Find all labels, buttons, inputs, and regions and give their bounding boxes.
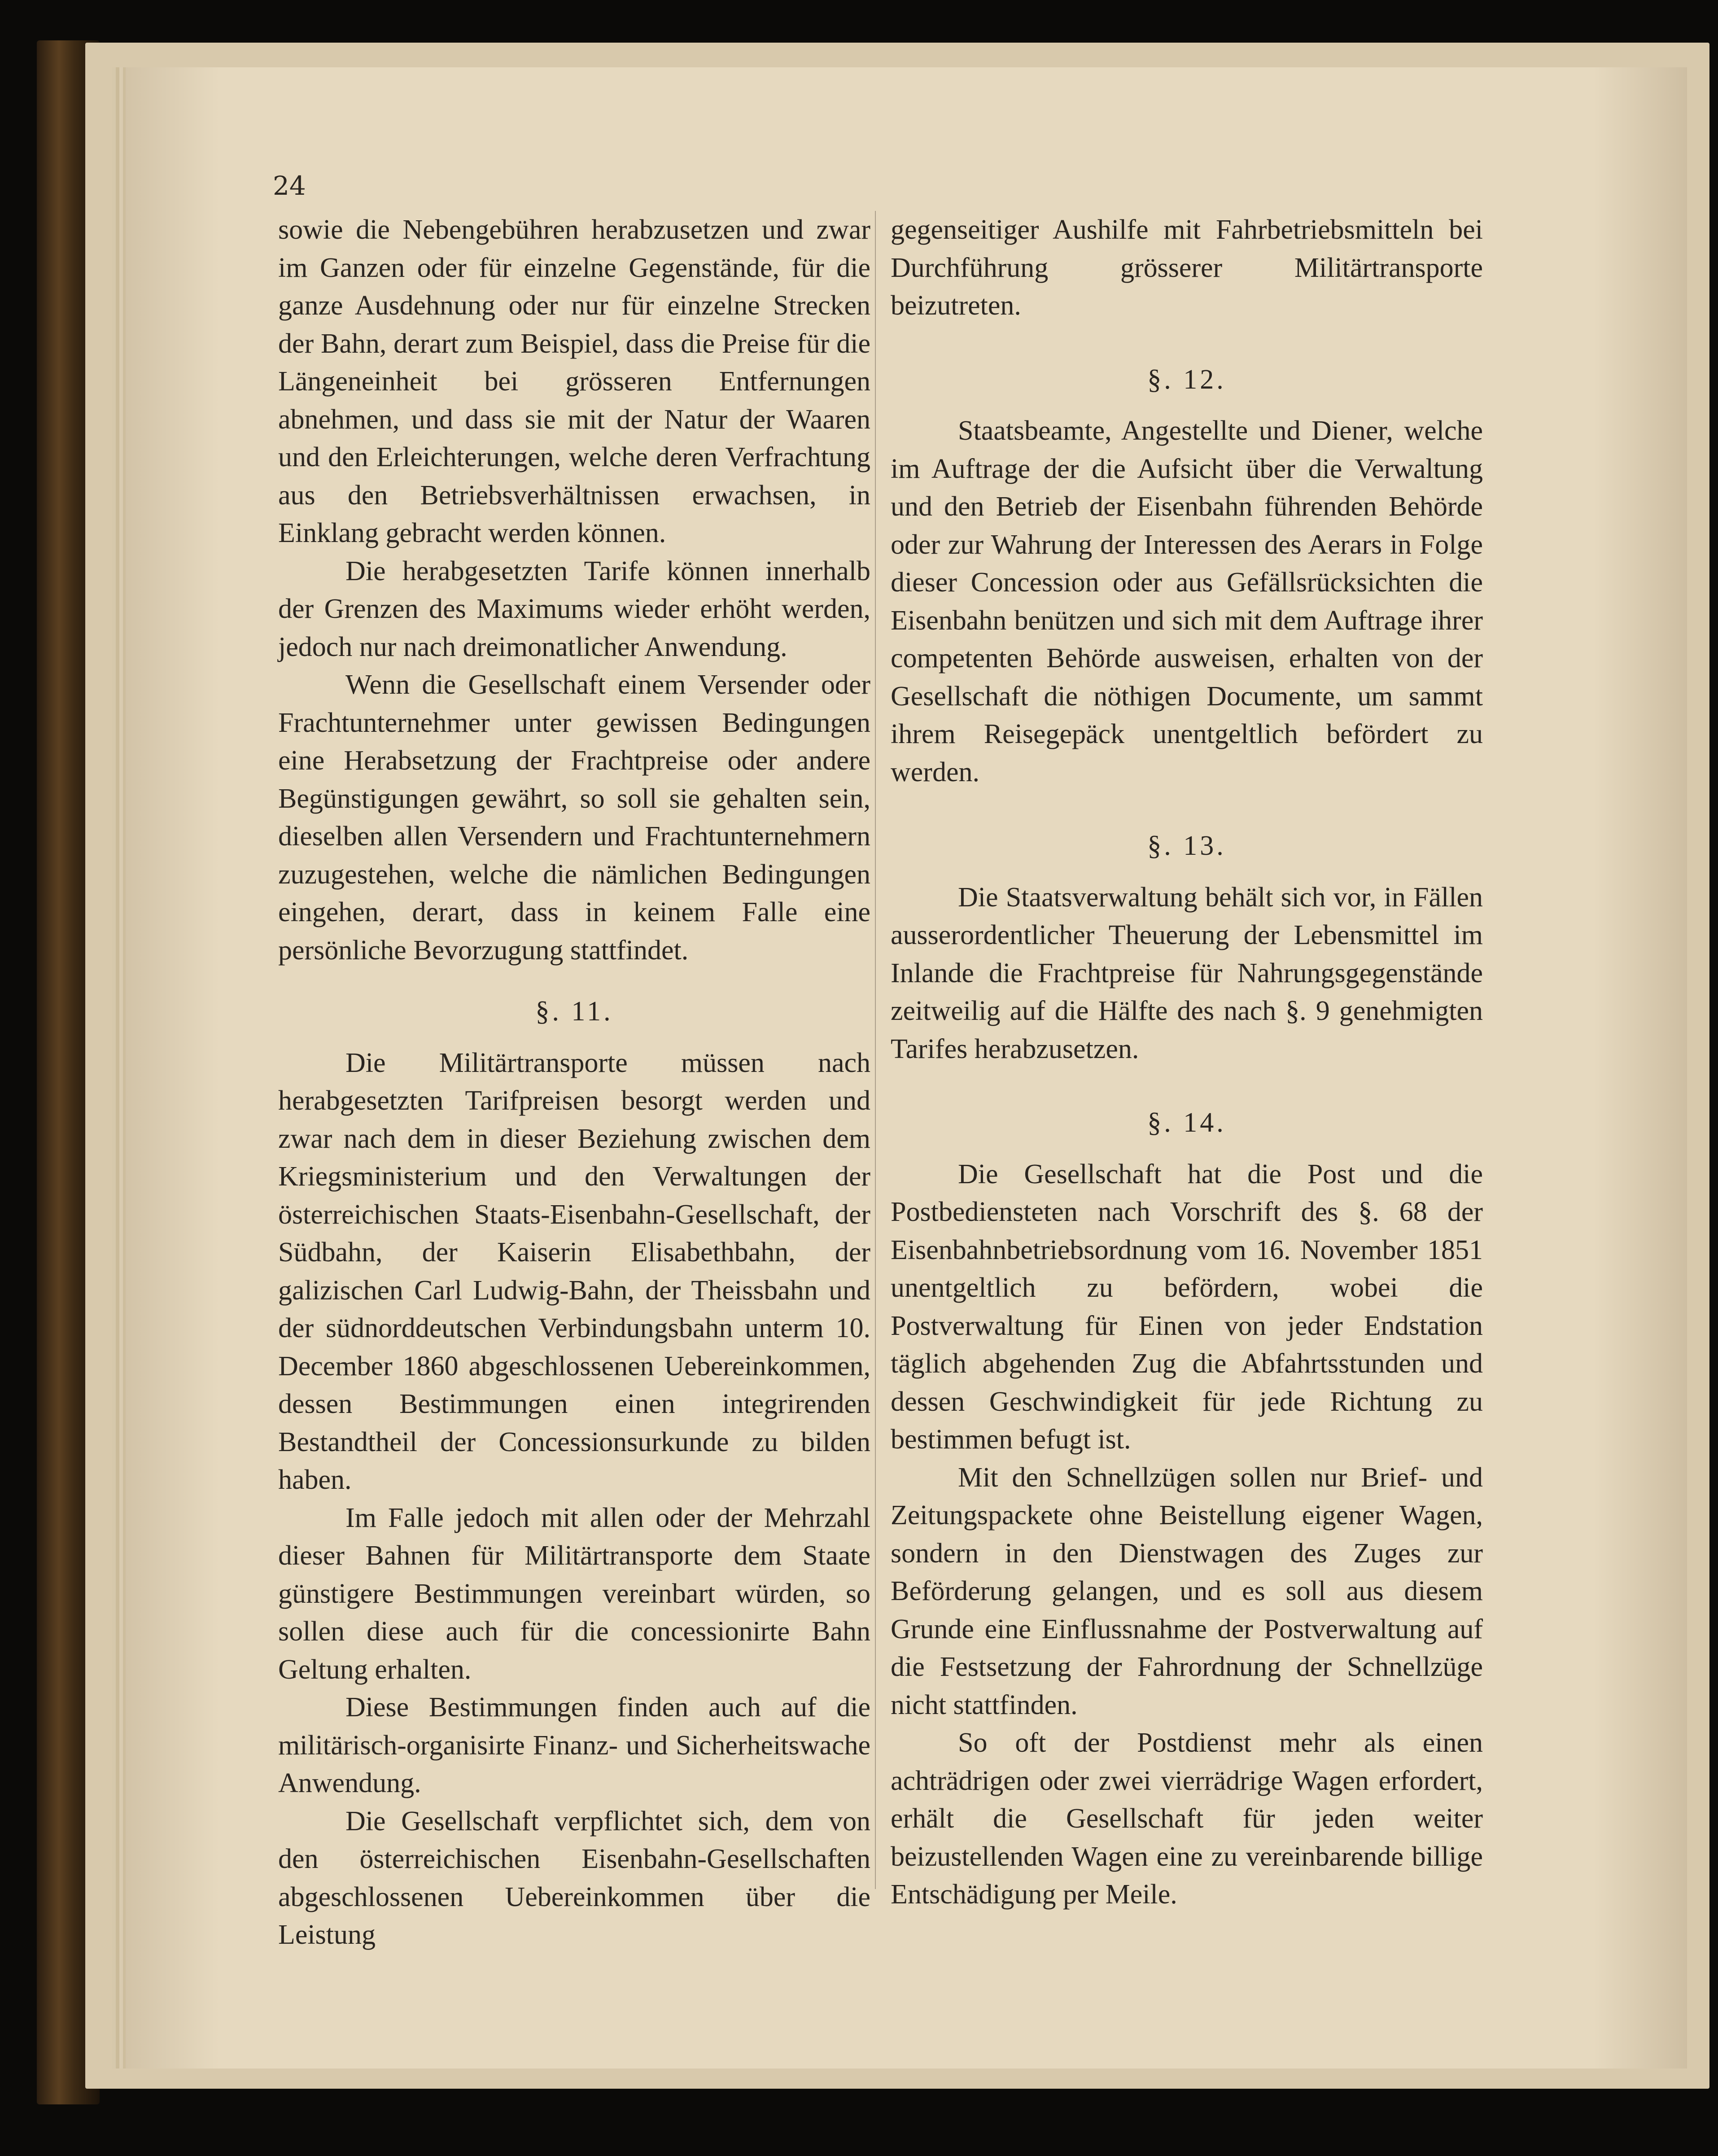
paragraph: Staatsbeamte, Angestellte und Diener, welche im Auftrage der die Aufsicht über die Verwaltung und den Betrieb der Eisenbahn führenden Behörde oder zur Wahrung der Interessen des Aerars in Folge dieser Concession oder aus Gefällsrücksichten die Eisenbahn benützen und sich mit dem Auftrage ihrer competenten Behörde ausweisen, erhalten von der Gesellschaft die nöthigen Documente, um sammt ihrem Reisegepäck unentgeltlich befördert zu werden. [891,415,1483,787]
paragraph: Die Gesellschaft hat die Post und die Postbediensteten nach Vorschrift des §. 68 der Eisenbahnbetriebsordnung vom 16. November 1851 unentgeltlich zu befördern, wobei die Postverwaltung für Einen von jeder Endstation täglich abgehenden Zug die Abfahrtsstunden und dessen Geschwindigkeit für jede Richtung zu bestimmen befugt ist. [891,1159,1483,1455]
right-column [891,211,1483,1914]
paragraph: Wenn die Gesellschaft einem Versender oder Frachtunternehmer unter gewissen Bedingungen eine Herabsetzung der Frachtpreise oder andere Begünstigungen gewährt, so soll sie gehalten sein, dieselben allen Versendern und Frachtunternehmern zuzugestehen, welche die nämlichen Bedingungen eingehen, derart, dass in keinem Falle eine persönliche Bevorzugung stattfindet. [278,669,870,966]
paragraph: Mit den Schnellzügen sollen nur Brief- und Zeitungspackete ohne Beistellung eigener Wagen, sondern in den Dienstwagen des Zuges zur Beförderung gelangen, und es soll aus diesem Grunde eine Einflussnahme der Postverwaltung auf die Festsetzung der Fahrordnung der Schnellzüge nicht stattfinden. [891,1462,1483,1720]
paragraph: So oft der Postdienst mehr als einen achträdrigen oder zwei vierrädrige Wagen erfordert, erhält die Gesellschaft für jeden weiter beizustellenden Wagen eine zu vereinbarende billige Entschädigung per Meile. [891,1727,1483,1910]
paragraph: Die herabgesetzten Tarife können innerhalb der Grenzen des Maximums wieder erhöht werden, jedoch nur nach dreimonatlicher Anwendung. [278,555,870,662]
paragraph: Die Militärtransporte müssen nach herabgesetzten Tarifpreisen besorgt werden und zwar nach dem in dieser Beziehung zwischen dem Kriegsministerium und den Verwaltungen der österreichischen Staats-Eisenbahn-Gesellschaft, der Südbahn, der Kaiserin Elisabethbahn, der galizischen Carl Ludwig-Bahn, der Theissbahn und der südnorddeutschen Verbindungsbahn unterm 10. December 1860 abgeschlossenen Uebereinkommen, dessen Bestimmungen einen integrirenden Bestandtheil der Concessionsurkunde zu bilden haben. [278,1047,870,1495]
section-heading-13: §. 13. [1147,831,1226,861]
column-divider [875,211,876,1889]
paragraph: Im Falle jedoch mit allen oder der Mehrzahl dieser Bahnen für Militärtransporte dem Staate günstigere Bestimmungen vereinbart würden, so sollen diese auch für die concessionirte Bahn Geltung erhalten. [278,1502,870,1685]
left-column [278,211,870,1954]
paragraph: sowie die Nebengebühren herabzusetzen und zwar im Ganzen oder für einzelne Gegenstände, für die ganze Ausdehnung oder nur für einzelne Strecken der Bahn, derart zum Beispiel, dass die Preise für die Längeneinheit bei grösseren Entfernungen abnehmen, und dass sie mit der Natur der Waaren und den Erleichterungen, welche deren Verfrachtung aus den Betriebsverhältnissen erwachsen, in Einklang gebracht werden können. [278,214,870,548]
section-heading-12: §. 12. [1147,364,1226,395]
paragraph: Diese Bestimmungen finden auch auf die militärisch-organisirte Finanz- und Sicherheitswache Anwendung. [278,1692,870,1798]
section-heading-14: §. 14. [1147,1107,1226,1138]
section-heading-11: §. 11. [535,996,613,1027]
paragraph: Die Staatsverwaltung behält sich vor, in Fällen ausserordentlicher Theuerung der Lebensmittel im Inlande die Frachtpreise für Nahrungsgegenstände zeitweilig auf die Hälfte des nach §. 9 genehmigten Tarifes herabzusetzen. [891,882,1483,1064]
page-number: 24 [273,171,306,201]
paragraph: gegenseitiger Aushilfe mit Fahrbetriebsmitteln bei Durchführung grösserer Militärtransporte beizutreten. [891,214,1483,321]
paragraph: Die Gesellschaft verpflichtet sich, dem von den österreichischen Eisenbahn-Gesellschaften abgeschlossenen Uebereinkommen über die Leistung [278,1806,870,1950]
